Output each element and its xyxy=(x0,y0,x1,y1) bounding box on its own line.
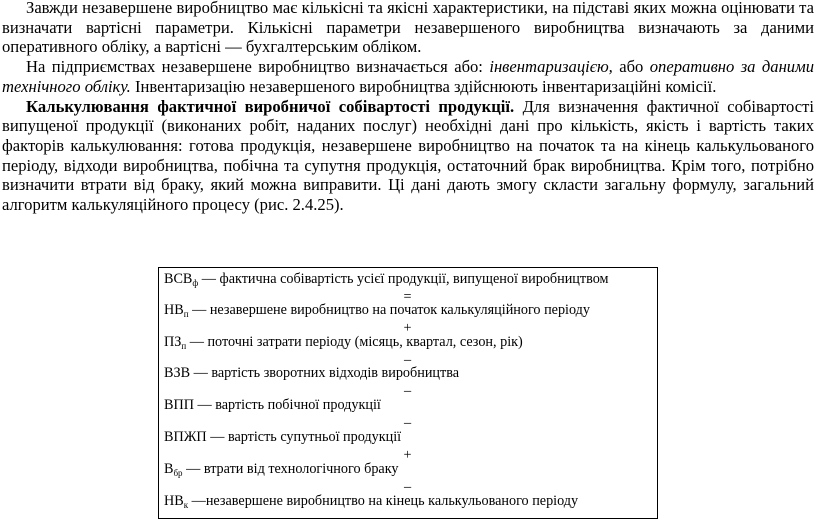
operator-minus: – xyxy=(403,383,412,399)
operator-equals: = xyxy=(403,289,412,305)
formula-row xyxy=(164,302,590,319)
p3-text: Для визначення фактичної собівартості випущеної продукції (виконаних робіт, наданих послуг) необхідні дані про кількість, якість і вартість таких факторів калькулювання: готова продукція, незавершене виробництво на початок та на кінець калькульованого періоду, відходи виробництва, побічна та супутня продукція, остаточний брак виробництва. Крім того, потрібно визначити втрати від браку, який можна виправити. Ці дані дають змогу скласти загальну формулу, загальний алгоритм калькуляційного процесу (рис. 2.4.25). xyxy=(2,96,814,215)
formula-box xyxy=(158,267,658,519)
formula-row xyxy=(164,493,578,510)
formula-row xyxy=(164,365,459,382)
row-abbr: ВЗВ xyxy=(164,365,191,381)
row-abbr: ПЗ xyxy=(164,334,182,350)
operator-plus: + xyxy=(403,320,412,336)
p2-italic-2: оперативно за даними технічного обліку. xyxy=(2,57,814,96)
row-subscript: п xyxy=(181,341,187,351)
formula-row xyxy=(164,271,609,288)
row-description: — втрати від технологічного браку xyxy=(182,461,399,477)
row-abbr: НВ xyxy=(164,493,184,509)
p2-text-1: На підприємствах незавершене виробництво визначається або: xyxy=(26,57,490,77)
operator-minus: – xyxy=(403,479,412,495)
row-description: — незавершене виробництво на початок калькуляційного періоду xyxy=(188,302,590,318)
row-description: — вартість зворотних відходів виробництва xyxy=(190,365,460,381)
row-subscript: п xyxy=(183,309,189,319)
row-description: — фактична собівартість усієї продукції, випущеної виробництвом xyxy=(198,271,609,287)
paragraph-1: Завжди незавершене виробництво має кількісні та якісні характеристики, на підставі яких можна оцінювати та визначати вартісні параметри. Кількісні параметри незавершеного виробництва визначають за даними оперативного обліку, а вартісні — бухгалтерським обліком. xyxy=(2,0,814,57)
row-subscript: бр xyxy=(173,468,183,478)
formula-row xyxy=(164,397,381,414)
body-text xyxy=(2,0,814,215)
row-description: —незавершене виробництво на кінець калькульованого періоду xyxy=(188,493,579,509)
section-heading: Калькулювання фактичної виробничої собівартості продукції. xyxy=(26,96,515,116)
operator-plus: + xyxy=(403,447,412,463)
row-description: — вартість супутньої продукції xyxy=(206,429,402,445)
paragraph-3 xyxy=(2,97,814,215)
p2-italic-1: інвентаризацією, xyxy=(489,57,613,77)
row-abbr: ВСВ xyxy=(164,271,193,287)
formula-row xyxy=(164,429,401,446)
paragraph-2 xyxy=(2,57,814,96)
row-abbr: В xyxy=(164,461,174,477)
p2-text-2: або xyxy=(612,57,650,77)
row-abbr: ВПЖП xyxy=(164,429,207,445)
row-description: — поточні затрати періоду (місяць, квартал, сезон, рік) xyxy=(186,334,523,350)
formula-row xyxy=(164,461,399,478)
row-subscript: к xyxy=(183,500,189,510)
row-description: — вартість побічної продукції xyxy=(193,397,381,413)
row-abbr: НВ xyxy=(164,302,184,318)
p2-text-3: Інвентаризацію незавершеного виробництва здійснюють інвентаризаційні комісії. xyxy=(130,76,717,96)
row-subscript: ф xyxy=(192,278,199,288)
operator-minus: – xyxy=(403,352,412,368)
row-abbr: ВПП xyxy=(164,397,194,413)
operator-minus: – xyxy=(403,415,412,431)
formula-row xyxy=(164,334,523,351)
